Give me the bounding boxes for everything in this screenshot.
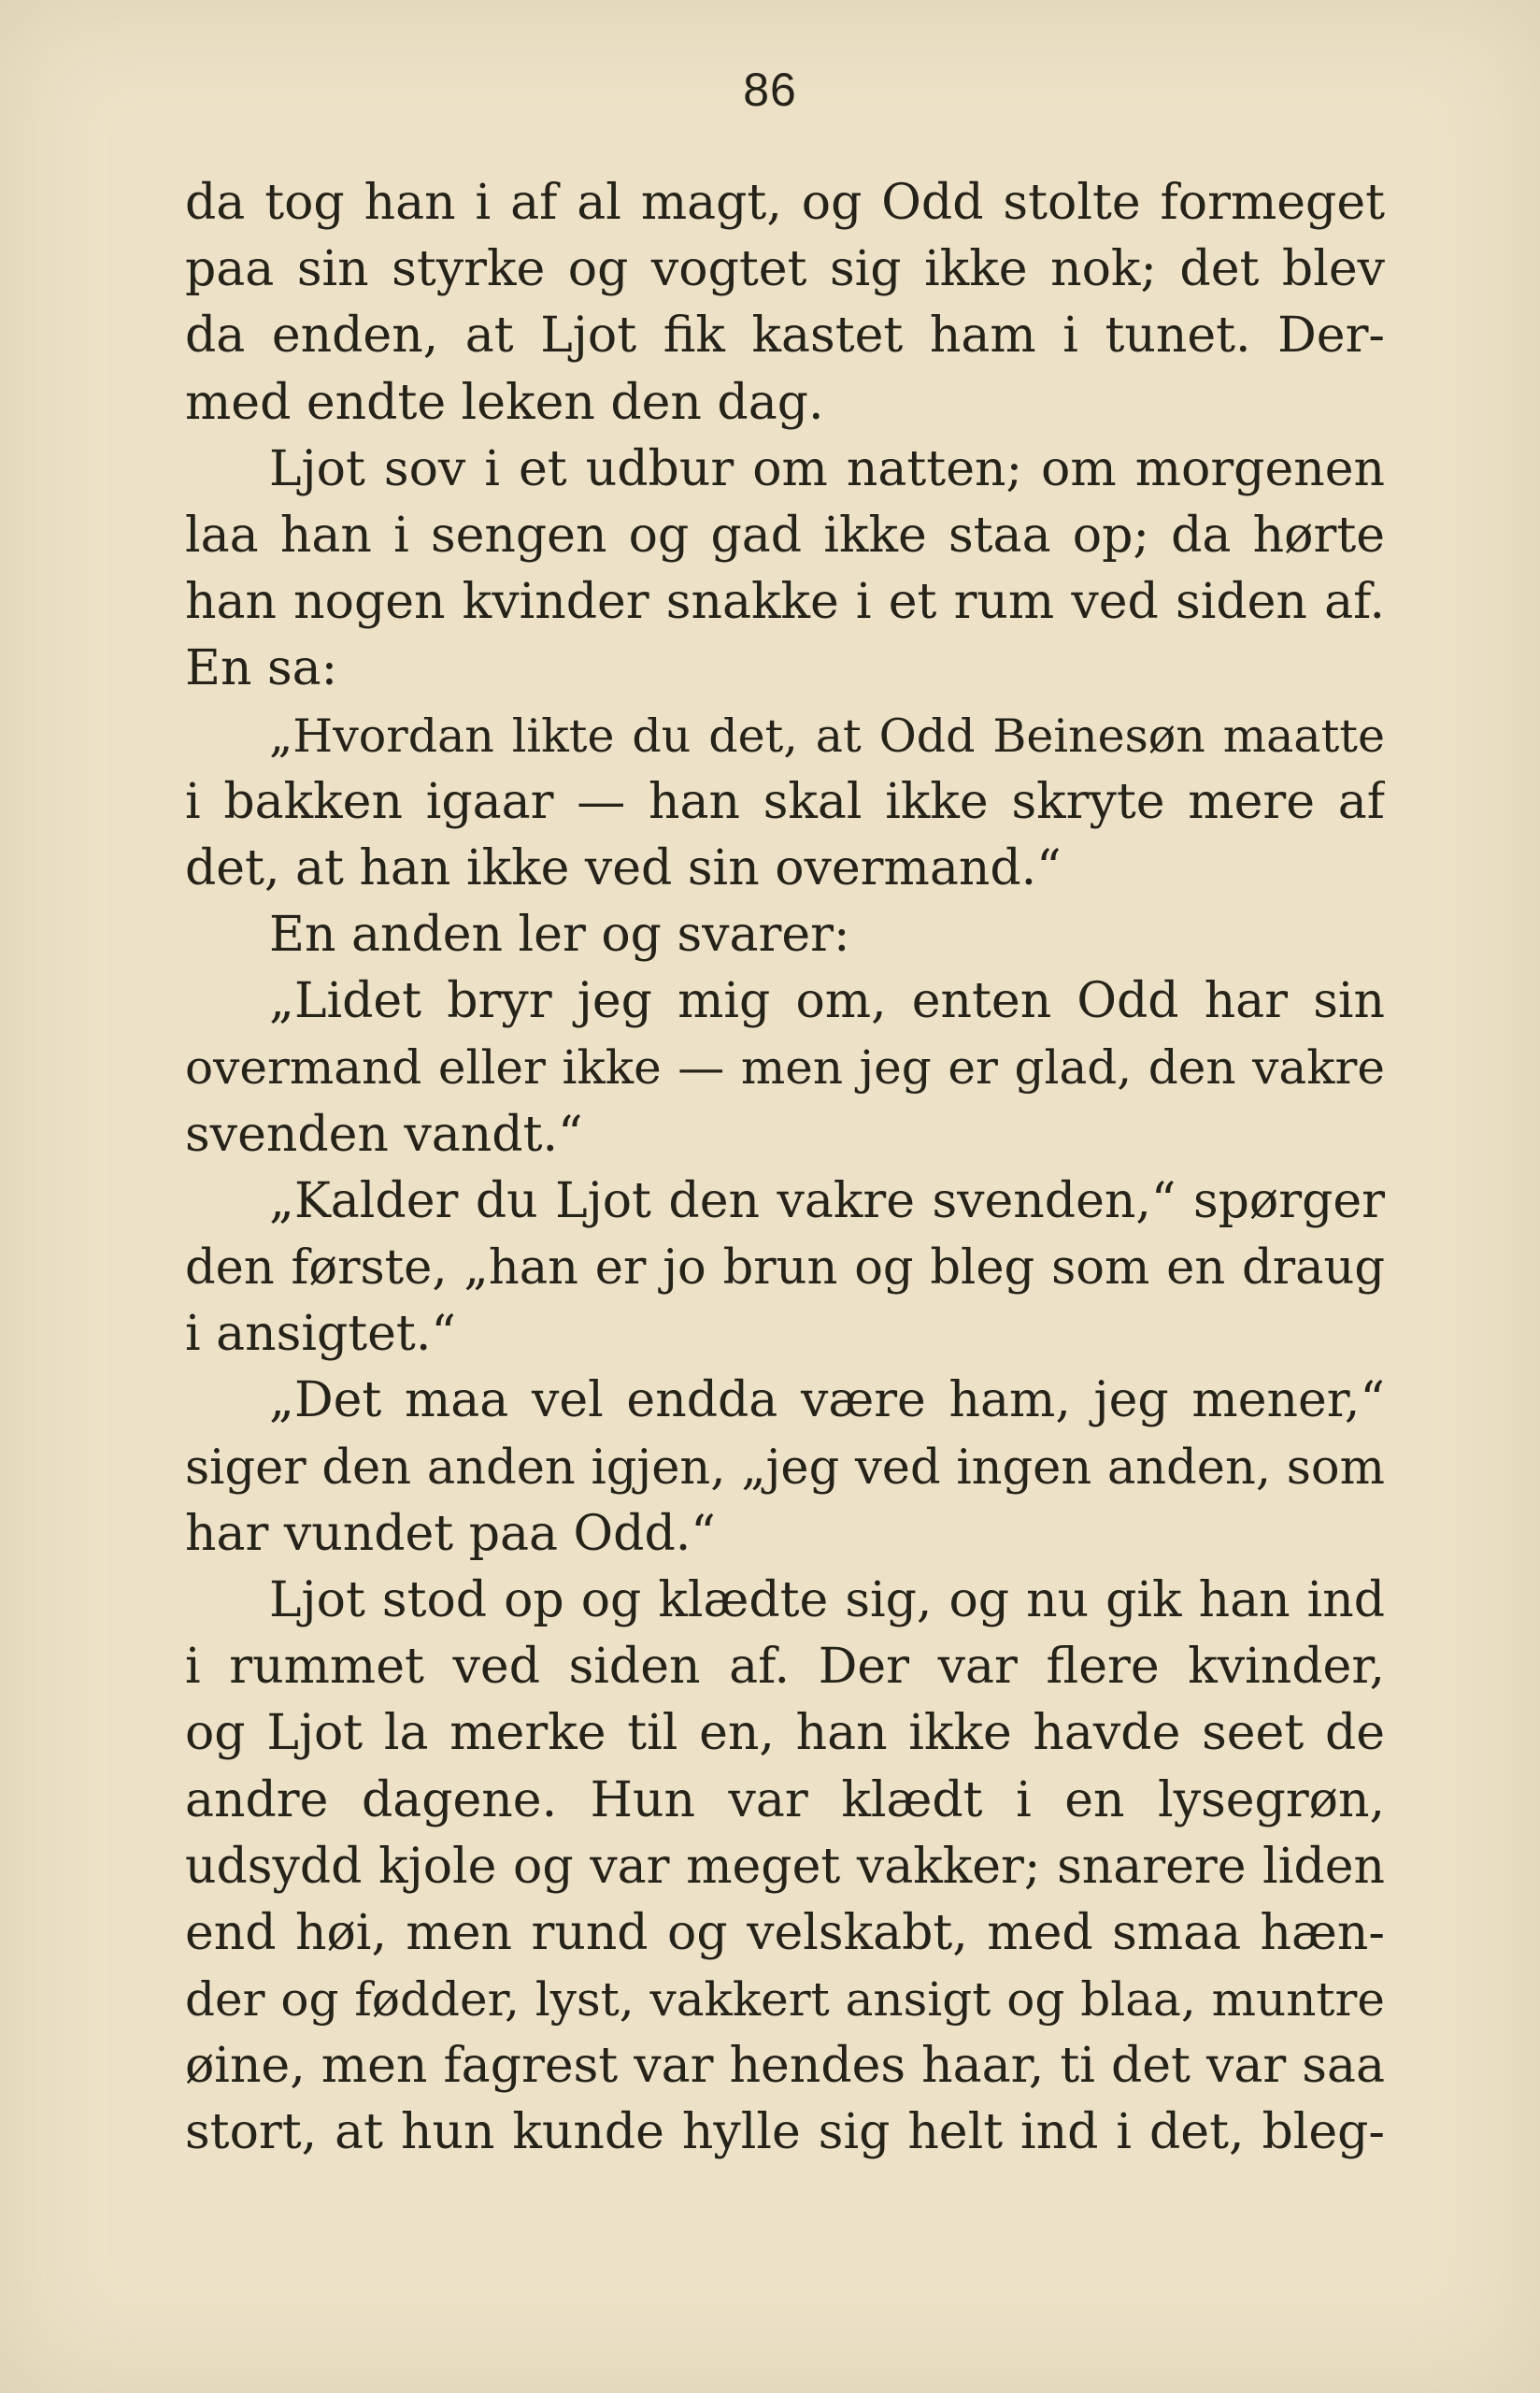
text-line: „Lidet bryr jeg mig om, enten Odd har sin <box>269 973 1385 1030</box>
text-line: da enden, at Ljot fik kastet ham i tunet. Der- <box>185 308 1385 365</box>
text-line: „Kalder du Ljot den vakre svenden,“ spørger <box>269 1172 1385 1229</box>
text-line: med endte leken den dag. <box>185 374 824 431</box>
text-line: den første, „han er jo brun og bleg som en draug <box>185 1240 1385 1296</box>
text-line: der og fødder, lyst, vakkert ansigt og blaa, muntre <box>185 1972 1385 2028</box>
text-line: da tog han i af al magt, og Odd stolte formeget <box>185 175 1385 231</box>
text-line: paa sin styrke og vogtet sig ikke nok; det blev <box>185 241 1385 298</box>
text-line: i rummet ved siden af. Der var flere kvinder, <box>185 1639 1385 1696</box>
text-line: overmand eller ikke — men jeg er glad, den vakre <box>185 1040 1385 1096</box>
text-line: end høi, men rund og velskabt, med smaa hæn- <box>185 1904 1385 1961</box>
text-line: og Ljot la merke til en, han ikke havde seet de <box>185 1705 1385 1762</box>
text-line: svenden vandt.“ <box>185 1106 583 1163</box>
text-line: En sa: <box>185 640 338 697</box>
text-line: „Hvordan likte du det, at Odd Beinesøn maatte <box>269 709 1385 763</box>
text-line: i bakken igaar — han skal ikke skryte mere af <box>185 773 1385 830</box>
text-line: stort, at hun kunde hylle sig helt ind i det, bleg- <box>185 2104 1385 2161</box>
text-line: laa han i sengen og gad ikke staa op; da hørte <box>185 507 1385 564</box>
text-line: andre dagene. Hun var klædt i en lysegrøn, <box>185 1771 1385 1828</box>
text-line: har vundet paa Odd.“ <box>185 1505 716 1562</box>
text-line: udsydd kjole og var meget vakker; snarere liden <box>185 1838 1385 1895</box>
body-text <box>185 170 1385 2167</box>
text-line: „Det maa vel endda være ham, jeg mener,“ <box>269 1372 1385 1429</box>
text-line: En anden ler og svarer: <box>269 907 850 964</box>
text-line: han nogen kvinder snakke i et rum ved siden af. <box>185 574 1385 631</box>
text-line: øine, men fagrest var hendes haar, ti det var saa <box>185 2038 1385 2095</box>
text-line: siger den anden igjen, „jeg ved ingen anden, som <box>185 1440 1385 1496</box>
text-line: Ljot sov i et udbur om natten; om morgenen <box>269 440 1385 497</box>
text-line: det, at han ikke ved sin overmand.“ <box>185 839 1062 896</box>
text-line: Ljot stod op og klædte sig, og nu gik han ind <box>269 1571 1385 1628</box>
text-line: i ansigtet.“ <box>185 1306 456 1363</box>
page-number: 86 <box>743 64 797 116</box>
